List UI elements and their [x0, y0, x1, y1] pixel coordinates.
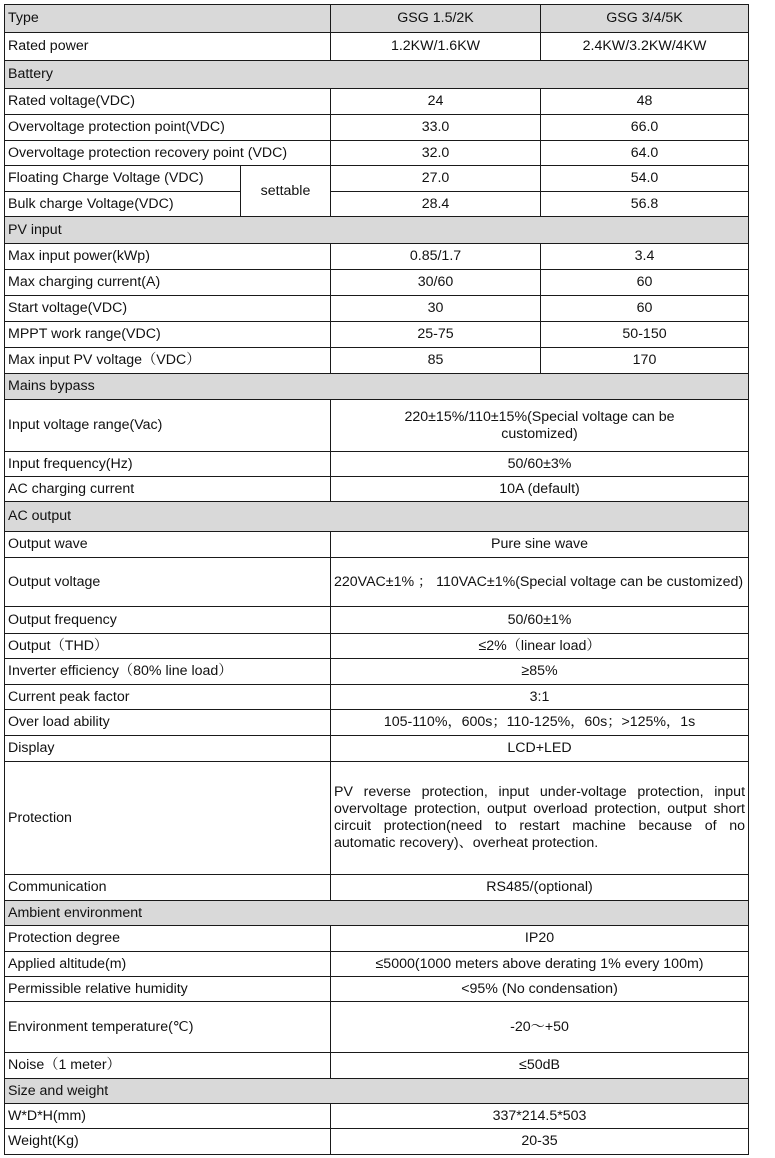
value-b: 50-150 — [541, 322, 749, 348]
merged-value: 220VAC±1% ； 110VAC±1%(Special voltage can be customized) — [331, 558, 749, 607]
header-label: Type — [5, 5, 331, 33]
table-row — [5, 607, 749, 634]
row-label: Overvoltage protection recovery point (VDC) — [5, 141, 331, 166]
value-b: 60 — [541, 270, 749, 296]
table-row — [5, 192, 749, 217]
section-title: Size and weight — [5, 1079, 749, 1104]
value-a: 33.0 — [331, 115, 541, 141]
value-a: 0.85/1.7 — [331, 244, 541, 270]
table-row — [5, 926, 749, 952]
row-label: Rated power — [5, 33, 331, 61]
table-row — [5, 1002, 749, 1053]
value-b: 66.0 — [541, 115, 749, 141]
merged-value: Pure sine wave — [331, 532, 749, 558]
merged-value: 50/60±3% — [331, 452, 749, 477]
section-title: PV input — [5, 217, 749, 244]
merged-value: ≤2%（linear load） — [331, 634, 749, 659]
row-label: Current peak factor — [5, 685, 331, 710]
table-row — [5, 141, 749, 166]
merged-value: 220±15%/110±15%(Special voltage can be customized) — [331, 400, 749, 452]
row-label: Output frequency — [5, 607, 331, 634]
table-row — [5, 322, 749, 348]
row-label: Output wave — [5, 532, 331, 558]
row-label: Weight(Kg) — [5, 1129, 331, 1155]
value-b: 54.0 — [541, 166, 749, 192]
value-b: 64.0 — [541, 141, 749, 166]
table-row — [5, 532, 749, 558]
table-row — [5, 348, 749, 374]
row-label: MPPT work range(VDC) — [5, 322, 331, 348]
row-label: Max input power(kWp) — [5, 244, 331, 270]
table-row — [5, 1129, 749, 1155]
value-a: 24 — [331, 89, 541, 115]
merged-value: 10A (default) — [331, 477, 749, 502]
value-b: 60 — [541, 296, 749, 322]
section-row — [5, 502, 749, 532]
row-label: W*D*H(mm) — [5, 1104, 331, 1129]
section-title: Battery — [5, 61, 749, 89]
table-row — [5, 166, 749, 192]
merged-value: IP20 — [331, 926, 749, 952]
merged-value: PV reverse protection, input under-voltage protection, input overvoltage protection, output overload protection, output short circuit protection(need to restart machine because of no automatic recovery)、overheat protection. — [331, 762, 749, 875]
merged-value: 20-35 — [331, 1129, 749, 1155]
row-label: Protection — [5, 762, 331, 875]
value-b: 3.4 — [541, 244, 749, 270]
row-label: Floating Charge Voltage (VDC) — [5, 166, 241, 192]
table-row — [5, 659, 749, 685]
table-row — [5, 634, 749, 659]
model-a-header: GSG 1.5/2K — [331, 5, 541, 33]
merged-value: <95% (No condensation) — [331, 977, 749, 1002]
table-row — [5, 710, 749, 736]
table-row — [5, 1053, 749, 1079]
row-label: Bulk charge Voltage(VDC) — [5, 192, 241, 217]
merged-value: 50/60±1% — [331, 607, 749, 634]
value-b: 2.4KW/3.2KW/4KW — [541, 33, 749, 61]
merged-value: 337*214.5*503 — [331, 1104, 749, 1129]
merged-value: ≤50dB — [331, 1053, 749, 1079]
row-label: Overvoltage protection point(VDC) — [5, 115, 331, 141]
table-row — [5, 89, 749, 115]
row-label: Input frequency(Hz) — [5, 452, 331, 477]
merged-value: RS485/(optional) — [331, 875, 749, 901]
row-label: Output voltage — [5, 558, 331, 607]
section-title: AC output — [5, 502, 749, 532]
merged-value: ≤5000(1000 meters above derating 1% every 100m) — [331, 952, 749, 977]
merged-value: ≥85% — [331, 659, 749, 685]
row-label: Protection degree — [5, 926, 331, 952]
table-row — [5, 244, 749, 270]
row-label: Max input PV voltage（VDC） — [5, 348, 331, 374]
row-label: Display — [5, 736, 331, 762]
row-label: Start voltage(VDC) — [5, 296, 331, 322]
value-a: 30 — [331, 296, 541, 322]
section-row — [5, 217, 749, 244]
merged-value: -20～+50 — [331, 1002, 749, 1053]
merged-value: 105-110%，600s；110-125%，60s；>125%，1s — [331, 710, 749, 736]
section-row — [5, 901, 749, 926]
header-row — [5, 5, 749, 33]
section-row — [5, 1079, 749, 1104]
table-row — [5, 296, 749, 322]
section-title: Ambient environment — [5, 901, 749, 926]
merged-value: 3:1 — [331, 685, 749, 710]
table-row — [5, 33, 749, 61]
table-row — [5, 952, 749, 977]
value-a: 28.4 — [331, 192, 541, 217]
row-label: Noise（1 meter） — [5, 1053, 331, 1079]
section-row — [5, 61, 749, 89]
row-label: Rated voltage(VDC) — [5, 89, 331, 115]
section-title: Mains bypass — [5, 374, 749, 400]
merged-value: LCD+LED — [331, 736, 749, 762]
settable-label: settable — [241, 166, 331, 217]
table-row — [5, 977, 749, 1002]
spec-table — [4, 4, 749, 1155]
value-a: 1.2KW/1.6KW — [331, 33, 541, 61]
value-a: 25-75 — [331, 322, 541, 348]
value-a: 30/60 — [331, 270, 541, 296]
table-row — [5, 736, 749, 762]
row-label: Over load ability — [5, 710, 331, 736]
model-b-header: GSG 3/4/5K — [541, 5, 749, 33]
table-row — [5, 477, 749, 502]
row-label: Max charging current(A) — [5, 270, 331, 296]
table-row — [5, 875, 749, 901]
value-b: 56.8 — [541, 192, 749, 217]
row-label: Output（THD） — [5, 634, 331, 659]
value-a: 32.0 — [331, 141, 541, 166]
row-label: Environment temperature(℃) — [5, 1002, 331, 1053]
section-row — [5, 374, 749, 400]
row-label: Applied altitude(m) — [5, 952, 331, 977]
table-row — [5, 115, 749, 141]
row-label: AC charging current — [5, 477, 331, 502]
row-label: Permissible relative humidity — [5, 977, 331, 1002]
table-row — [5, 685, 749, 710]
value-a: 27.0 — [331, 166, 541, 192]
table-row — [5, 270, 749, 296]
value-b: 48 — [541, 89, 749, 115]
row-label: Communication — [5, 875, 331, 901]
row-label: Input voltage range(Vac) — [5, 400, 331, 452]
row-label: Inverter efficiency（80% line load） — [5, 659, 331, 685]
value-a: 85 — [331, 348, 541, 374]
table-row — [5, 1104, 749, 1129]
table-row — [5, 762, 749, 875]
value-b: 170 — [541, 348, 749, 374]
table-row — [5, 400, 749, 452]
table-row — [5, 452, 749, 477]
table-row — [5, 558, 749, 607]
